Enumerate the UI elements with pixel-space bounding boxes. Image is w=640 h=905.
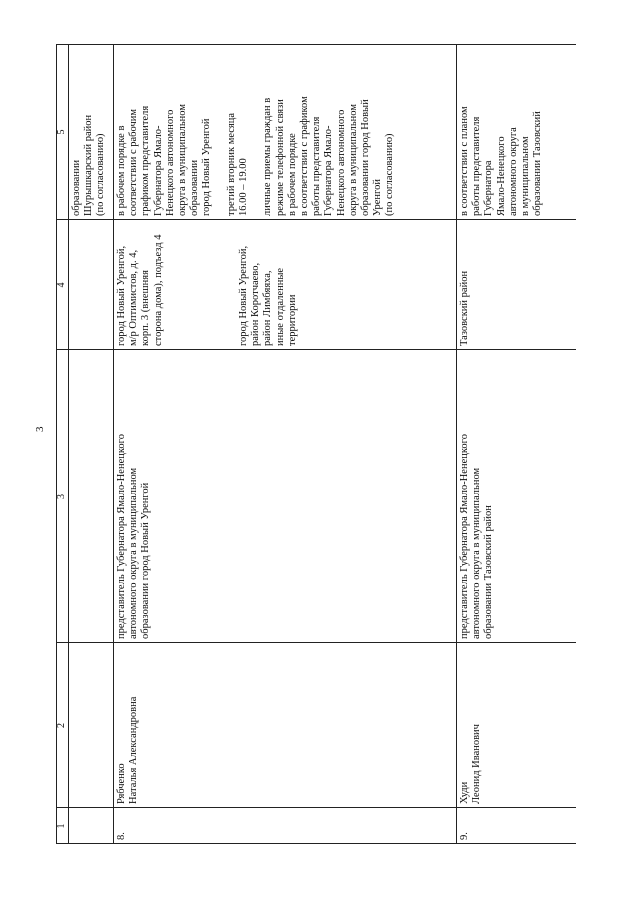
row-9-position: представитель Губернатора Ямало-Ненецкого автономного округа в муниципальном образовании Тазовский район xyxy=(459,434,495,639)
row-8-schedule: в рабочем порядке в соответствии с рабочим графиком представителя Губернатора Ямало- Ненецкого автономного округа в муниципальном образовании город Новый Уренгой третий вторник месяца 16.00 – 19.00 личные приемы граждан в режиме телефонной связи в рабочем порядке в соответствии с графиком работы представителя Губернатора Ямало- Ненецкого автономного округа в муниципальном образовании город Новый Уренгой (по согласованию) xyxy=(116,96,396,216)
header-col-3: 3 xyxy=(56,494,67,499)
row-9-place: Тазовский район xyxy=(459,270,470,346)
row-8-position: представитель Губернатора Ямало-Ненецкого автономного округа в муниципальном образовании город Новый Уренгой xyxy=(116,434,152,639)
schedule-table xyxy=(56,44,576,844)
row-9-schedule: в соответствии с планом работы представителя Губернатора Ямало-Ненецкого автономного округа в муниципальном образовании Тазовский xyxy=(459,106,544,216)
row-9-name: Худи Леонид Иванович xyxy=(459,724,483,804)
row-9-number: 9. xyxy=(459,832,470,840)
page-number: 3 xyxy=(34,426,46,432)
header-col-5: 5 xyxy=(56,129,67,135)
row-8-number: 8. xyxy=(116,832,127,840)
header-col-4: 4 xyxy=(56,282,67,288)
header-col-2: 2 xyxy=(56,723,67,728)
row-8-name: Рябченко Наталья Александровна xyxy=(116,696,140,804)
header-col-1: 1 xyxy=(56,823,67,829)
row-8-place: город Новый Уренгой, м/р Оптимистов, д. 4, корп. 3 (внешняя сторона дома), подъезд 4 город Новый Уренгой, район Коротчаево, район Лимбяяха, иные отдаленные территории xyxy=(116,234,298,346)
row-0-schedule: образовании Шурышкарский район (по согласованию) xyxy=(71,114,107,216)
